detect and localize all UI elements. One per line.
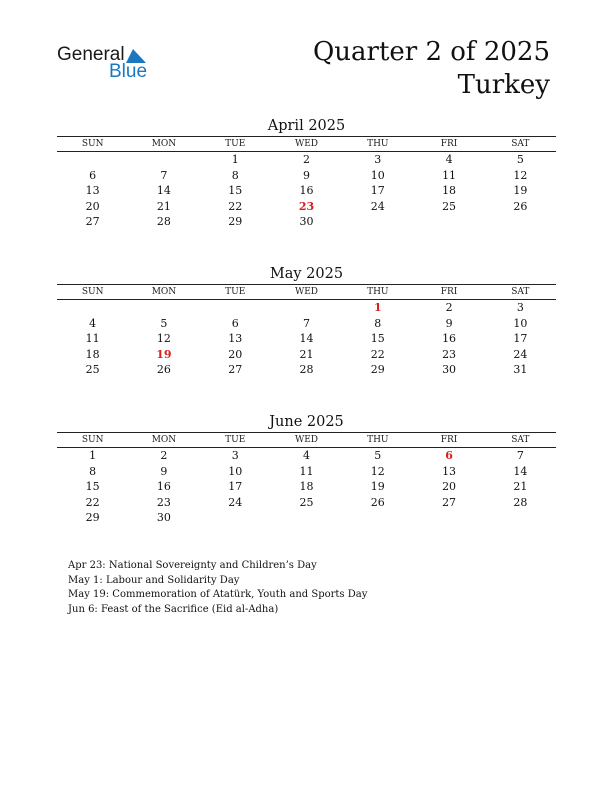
day-cell: 18 (299, 480, 314, 494)
day-cell: 14 (156, 184, 171, 198)
day-cell (57, 300, 128, 316)
month-title: June 2025 (269, 414, 344, 430)
day-cell: 3 (374, 153, 382, 166)
day-cell: 23 (442, 347, 457, 361)
day-cell: 22 (85, 495, 100, 509)
weekday-label: WED (294, 139, 319, 149)
month-title: April 2025 (267, 118, 346, 134)
weekday-header (57, 285, 556, 299)
generalblue-logo (57, 44, 167, 84)
day-cell: 30 (299, 215, 314, 229)
day-cell: 20 (442, 480, 457, 494)
day-cell (413, 214, 484, 230)
day-cell: 11 (85, 332, 100, 346)
day-cell: 28 (299, 363, 314, 377)
day-cell: 30 (156, 511, 171, 525)
day-cell: 17 (370, 184, 385, 198)
day-cell (342, 510, 413, 526)
day-cell: 15 (85, 480, 100, 494)
day-cell: 12 (370, 464, 385, 478)
day-cell: 21 (299, 347, 314, 361)
day-cell (271, 300, 342, 316)
day-cell: 5 (160, 316, 168, 330)
holiday-notes (68, 559, 367, 617)
weekday-header (57, 137, 556, 151)
day-cell: 12 (513, 168, 528, 182)
day-cell (200, 510, 271, 526)
weekday-label: MON (151, 139, 177, 149)
day-cell: 28 (156, 215, 171, 229)
logo-word-blue: Blue (109, 61, 148, 82)
weekday-label: WED (294, 287, 319, 297)
day-cell: 29 (370, 363, 385, 377)
weekday-label: MON (151, 435, 177, 445)
day-cell: 10 (228, 464, 243, 478)
day-cell: 1 (231, 153, 239, 166)
day-cell: 17 (228, 480, 243, 494)
day-cell: 13 (228, 332, 243, 346)
day-cell: 27 (228, 363, 243, 377)
day-cell: 5 (374, 449, 382, 462)
day-cell (271, 510, 342, 526)
weekday-label: SUN (81, 287, 104, 297)
day-grid (57, 448, 556, 526)
day-cell: 6 (231, 316, 239, 330)
day-cell: 3 (516, 301, 524, 314)
weekday-label: FRI (440, 435, 458, 445)
page-title (313, 36, 550, 102)
day-cell: 2 (445, 301, 453, 314)
month-may (57, 264, 556, 378)
day-cell: 8 (231, 168, 239, 182)
day-cell: 25 (85, 363, 100, 377)
day-cell (200, 300, 271, 316)
month-april (57, 116, 556, 230)
day-cell: 29 (228, 215, 243, 229)
day-cell: 7 (516, 449, 524, 462)
day-cell (128, 300, 199, 316)
day-cell: 28 (513, 495, 528, 509)
day-cell: 4 (445, 153, 453, 166)
holiday-note: Jun 6: Feast of the Sacrifice (Eid al-Adha) (68, 603, 279, 615)
day-cell: 10 (513, 316, 528, 330)
holiday-day-cell: 19 (156, 347, 172, 361)
day-cell: 10 (370, 168, 385, 182)
day-cell (485, 510, 556, 526)
day-cell (128, 152, 199, 168)
day-cell: 11 (442, 168, 457, 182)
day-cell: 16 (442, 332, 457, 346)
day-cell: 26 (370, 495, 385, 509)
day-cell: 22 (228, 199, 243, 213)
day-cell: 7 (160, 168, 168, 182)
day-cell: 19 (513, 184, 528, 198)
day-cell: 25 (299, 495, 314, 509)
weekday-label: SUN (81, 435, 104, 445)
day-cell: 8 (89, 464, 97, 478)
day-cell: 21 (156, 199, 171, 213)
day-cell: 18 (442, 184, 457, 198)
holiday-day-cell: 6 (445, 449, 453, 462)
title-quarter: Quarter 2 of 2025 (312, 37, 550, 67)
day-cell: 13 (442, 464, 457, 478)
weekday-label: WED (294, 435, 319, 445)
holiday-note: May 19: Commemoration of Atatürk, Youth and Sports Day (68, 589, 368, 601)
weekday-label: SAT (511, 139, 530, 149)
holiday-note: Apr 23: National Sovereignty and Children’s Day (68, 560, 317, 571)
day-cell: 16 (299, 184, 314, 198)
weekday-label: FRI (440, 287, 458, 297)
day-grid (57, 152, 556, 230)
day-cell: 15 (370, 332, 385, 346)
day-cell: 4 (89, 316, 97, 330)
day-cell: 11 (299, 464, 314, 478)
month-june (57, 412, 556, 526)
day-cell: 9 (445, 316, 453, 330)
day-grid (57, 300, 556, 378)
day-cell: 1 (89, 449, 97, 462)
day-cell: 13 (85, 184, 100, 198)
weekday-label: THU (367, 139, 389, 149)
day-cell: 2 (302, 153, 310, 166)
day-cell: 22 (370, 347, 385, 361)
weekday-label: TUE (225, 139, 246, 149)
day-cell: 18 (85, 347, 100, 361)
day-cell: 7 (302, 316, 310, 330)
weekday-label: SUN (81, 139, 104, 149)
day-cell: 3 (231, 449, 239, 462)
month-title: May 2025 (269, 266, 344, 282)
weekday-header (57, 433, 556, 447)
day-cell: 29 (85, 511, 100, 525)
day-cell: 14 (513, 464, 528, 478)
day-cell: 16 (156, 480, 171, 494)
day-cell: 8 (374, 316, 382, 330)
holiday-note: May 1: Labour and Solidarity Day (68, 574, 240, 586)
weekday-label: MON (151, 287, 177, 297)
logo-word-general: General (57, 44, 125, 65)
weekday-label: TUE (225, 287, 246, 297)
weekday-label: SAT (511, 435, 530, 445)
day-cell: 21 (513, 480, 528, 494)
day-cell: 26 (156, 363, 171, 377)
holiday-day-cell: 1 (373, 301, 382, 314)
day-cell: 17 (513, 332, 528, 346)
day-cell: 2 (160, 449, 168, 462)
weekday-label: THU (367, 287, 389, 297)
day-cell (342, 214, 413, 230)
day-cell: 14 (299, 332, 314, 346)
day-cell: 25 (442, 199, 457, 213)
day-cell: 6 (89, 168, 97, 182)
day-cell: 24 (513, 347, 528, 361)
day-cell: 12 (156, 332, 171, 346)
holiday-day-cell: 23 (298, 199, 315, 213)
day-cell: 15 (228, 184, 243, 198)
day-cell (413, 510, 484, 526)
weekday-label: FRI (440, 139, 458, 149)
day-cell: 20 (85, 199, 100, 213)
day-cell: 20 (228, 347, 243, 361)
day-cell: 5 (516, 153, 524, 166)
day-cell (57, 152, 128, 168)
day-cell: 9 (160, 464, 168, 478)
day-cell: 4 (302, 449, 310, 462)
day-cell: 27 (85, 215, 100, 229)
day-cell (485, 214, 556, 230)
day-cell: 24 (228, 495, 243, 509)
day-cell: 9 (302, 168, 310, 182)
day-cell: 27 (442, 495, 457, 509)
day-cell: 19 (370, 480, 385, 494)
weekday-label: THU (367, 435, 389, 445)
day-cell: 30 (442, 363, 457, 377)
weekday-label: TUE (225, 435, 246, 445)
day-cell: 23 (156, 495, 171, 509)
weekday-label: SAT (511, 287, 530, 297)
day-cell: 24 (370, 199, 385, 213)
title-country: Turkey (457, 70, 550, 100)
day-cell: 26 (513, 199, 528, 213)
day-cell: 31 (513, 363, 528, 377)
